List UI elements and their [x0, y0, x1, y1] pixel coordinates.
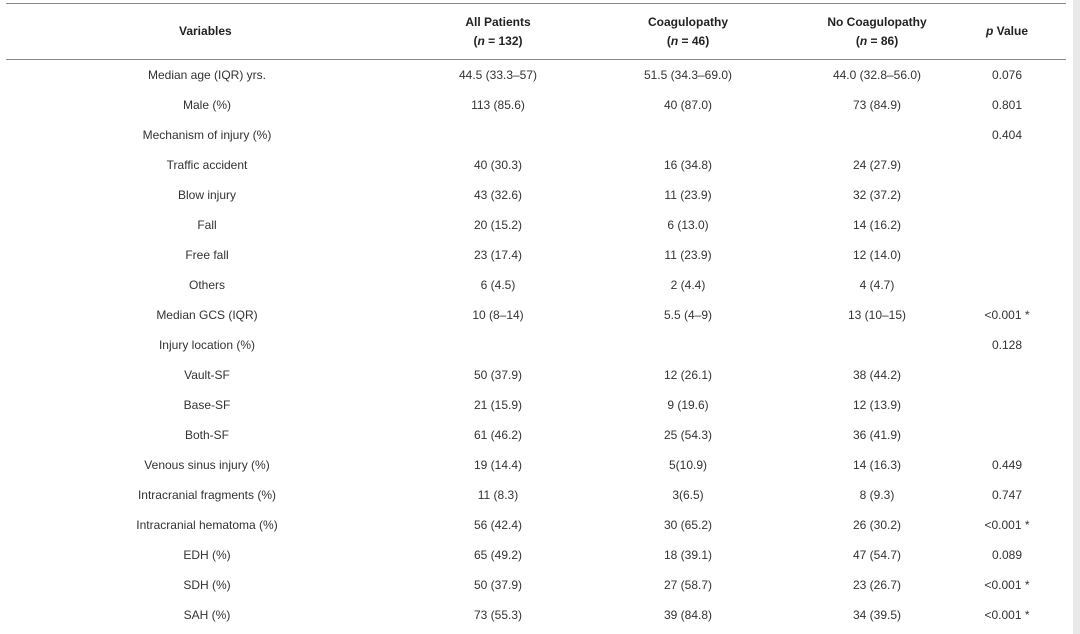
cell-p-value: 0.128 — [991, 337, 1023, 352]
cell-variable: Blow injury — [177, 187, 237, 202]
table-row — [6, 90, 1066, 120]
cell-no-coagulopathy: 24 (27.9) — [852, 157, 902, 172]
cell-no-coagulopathy: 13 (10–15) — [847, 307, 907, 322]
cell-p-value — [966, 180, 1066, 210]
header-all-patients-title: All Patients — [465, 14, 531, 29]
table-row — [6, 450, 1066, 480]
cell-coagulopathy: 39 (84.8) — [663, 607, 713, 622]
header-p-value-rest: Value — [993, 24, 1029, 38]
cell-p-value: <0.001 * — [984, 517, 1030, 532]
cell-no-coagulopathy: 14 (16.2) — [852, 217, 902, 232]
header-variables: Variables — [6, 4, 408, 60]
table-row — [6, 390, 1066, 420]
cell-variable: Fall — [197, 217, 217, 232]
cell-no-coagulopathy — [788, 330, 966, 360]
cell-no-coagulopathy: 26 (30.2) — [852, 517, 902, 532]
cell-p-value: <0.001 * — [984, 607, 1030, 622]
cell-p-value — [966, 210, 1066, 240]
cell-all-patients: 19 (14.4) — [473, 457, 523, 472]
cell-no-coagulopathy: 36 (41.9) — [852, 427, 902, 442]
cell-coagulopathy — [588, 330, 788, 360]
header-no-coagulopathy-n-value: = 86 — [867, 33, 895, 48]
header-all-patients: All Patients (n = 132) — [408, 4, 588, 60]
cell-variable: SDH (%) — [183, 577, 231, 592]
cell-p-value: <0.001 * — [984, 307, 1030, 322]
cell-no-coagulopathy: 12 (14.0) — [852, 247, 902, 262]
cell-all-patients — [408, 330, 588, 360]
header-p-value-italic: p — [985, 24, 994, 38]
cell-all-patients — [408, 120, 588, 150]
cell-no-coagulopathy: 4 (4.7) — [859, 277, 895, 292]
cell-variable: Others — [188, 277, 225, 292]
cell-variable: Median GCS (IQR) — [156, 307, 258, 322]
table-row — [6, 510, 1066, 540]
cell-all-patients: 20 (15.2) — [473, 217, 523, 232]
cell-all-patients: 6 (4.5) — [480, 277, 516, 292]
cell-coagulopathy: 11 (23.9) — [664, 247, 712, 262]
table-body — [6, 60, 1066, 630]
cell-coagulopathy: 2 (4.4) — [670, 277, 706, 292]
cell-variable: Both-SF — [184, 427, 229, 442]
header-no-coagulopathy-n-label: n — [859, 33, 868, 48]
cell-p-value — [966, 360, 1066, 390]
cell-variable: Mechanism of injury (%) — [142, 127, 272, 142]
cell-no-coagulopathy: 14 (16.3) — [852, 457, 902, 472]
table-row — [6, 270, 1066, 300]
header-p-value — [966, 4, 1066, 60]
header-coagulopathy: Coagulopathy (n = 46) — [588, 4, 788, 60]
cell-p-value: 0.404 — [991, 127, 1023, 142]
cell-no-coagulopathy: 23 (26.7) — [852, 577, 902, 592]
table-row — [6, 120, 1066, 150]
cell-coagulopathy — [588, 120, 788, 150]
cell-coagulopathy: 40 (87.0) — [663, 97, 713, 112]
cell-coagulopathy: 11 (23.9) — [664, 187, 712, 202]
cell-all-patients: 113 (85.6) — [471, 97, 525, 112]
cell-no-coagulopathy: 8 (9.3) — [859, 487, 895, 502]
cell-all-patients: 40 (30.3) — [473, 157, 523, 172]
cell-p-value — [966, 150, 1066, 180]
cell-no-coagulopathy: 73 (84.9) — [852, 97, 902, 112]
cell-p-value: 0.801 — [991, 97, 1023, 112]
table-row — [6, 480, 1066, 510]
cell-all-patients: 50 (37.9) — [473, 367, 523, 382]
cell-coagulopathy: 51.5 (34.3–69.0) — [643, 67, 733, 82]
cell-variable: Male (%) — [182, 97, 231, 112]
table-header — [6, 4, 1066, 60]
cell-p-value — [966, 240, 1066, 270]
cell-all-patients: 56 (42.4) — [473, 517, 523, 532]
cell-p-value: 0.747 — [991, 487, 1023, 502]
cell-coagulopathy: 5.5 (4–9) — [663, 307, 713, 322]
cell-coagulopathy: 18 (39.1) — [663, 547, 713, 562]
cell-variable: SAH (%) — [183, 607, 231, 622]
cell-p-value: 0.089 — [991, 547, 1023, 562]
cell-all-patients: 23 (17.4) — [473, 247, 523, 262]
cell-p-value — [966, 420, 1066, 450]
cell-coagulopathy: 5(10.9) — [668, 457, 708, 472]
header-no-coagulopathy: No Coagulopathy (n = 86) — [788, 4, 966, 60]
cell-all-patients: 61 (46.2) — [473, 427, 523, 442]
table-row — [6, 180, 1066, 210]
cell-variable: Traffic accident — [166, 157, 248, 172]
cell-p-value: <0.001 * — [984, 577, 1030, 592]
cell-coagulopathy: 16 (34.8) — [663, 157, 713, 172]
vertical-scrollbar[interactable] — [1073, 0, 1080, 634]
table-row — [6, 600, 1066, 630]
cell-all-patients: 73 (55.3) — [473, 607, 523, 622]
cell-no-coagulopathy: 44.0 (32.8–56.0) — [832, 67, 922, 82]
table-row — [6, 60, 1066, 90]
cell-variable: Base-SF — [183, 397, 231, 412]
table-row — [6, 540, 1066, 570]
cell-variable: Venous sinus injury (%) — [144, 457, 270, 472]
cell-variable: Vault-SF — [184, 367, 230, 382]
table-row — [6, 360, 1066, 390]
cell-coagulopathy: 3(6.5) — [672, 487, 704, 502]
cell-variable: Intracranial fragments (%) — [137, 487, 277, 502]
cell-all-patients: 44.5 (33.3–57) — [458, 67, 538, 82]
cell-all-patients: 11 (8.3) — [477, 487, 519, 502]
table-row — [6, 150, 1066, 180]
cell-no-coagulopathy: 38 (44.2) — [852, 367, 902, 382]
cell-p-value: 0.449 — [991, 457, 1023, 472]
table-row — [6, 300, 1066, 330]
header-coagulopathy-n-value: = 46 — [678, 33, 706, 48]
cell-coagulopathy: 6 (13.0) — [667, 217, 709, 232]
header-all-patients-n-label: n — [477, 33, 485, 48]
cell-no-coagulopathy — [788, 120, 966, 150]
cell-no-coagulopathy: 12 (13.9) — [852, 397, 902, 412]
cell-p-value — [966, 390, 1066, 420]
cell-p-value: 0.076 — [991, 67, 1023, 82]
cell-variable: Injury location (%) — [158, 337, 256, 352]
cell-variable: Free fall — [185, 247, 229, 262]
cell-coagulopathy: 27 (58.7) — [663, 577, 713, 592]
cell-variable: EDH (%) — [183, 547, 231, 562]
table-row — [6, 420, 1066, 450]
data-table — [6, 3, 1066, 630]
cell-variable: Median age (IQR) yrs. — [147, 67, 267, 82]
cell-no-coagulopathy: 34 (39.5) — [852, 607, 902, 622]
cell-all-patients: 50 (37.9) — [473, 577, 523, 592]
table-row — [6, 240, 1066, 270]
cell-no-coagulopathy: 32 (37.2) — [852, 187, 902, 202]
header-all-patients-n-value: = 132 — [484, 33, 519, 48]
table-row — [6, 330, 1066, 360]
header-row — [6, 4, 1066, 60]
header-coagulopathy-title: Coagulopathy — [648, 14, 728, 29]
table-row — [6, 570, 1066, 600]
cell-all-patients: 10 (8–14) — [472, 307, 524, 322]
cell-coagulopathy: 12 (26.1) — [663, 367, 713, 382]
cell-no-coagulopathy: 47 (54.7) — [852, 547, 902, 562]
table-row — [6, 210, 1066, 240]
cell-coagulopathy: 25 (54.3) — [663, 427, 713, 442]
cell-coagulopathy: 9 (19.6) — [667, 397, 709, 412]
cell-all-patients: 43 (32.6) — [473, 187, 523, 202]
header-no-coagulopathy-title: No Coagulopathy — [827, 14, 927, 29]
cell-variable: Intracranial hematoma (%) — [136, 517, 278, 532]
cell-all-patients: 65 (49.2) — [473, 547, 523, 562]
header-coagulopathy-n-label: n — [670, 33, 679, 48]
cell-p-value — [966, 270, 1066, 300]
cell-all-patients: 21 (15.9) — [473, 397, 523, 412]
cell-coagulopathy: 30 (65.2) — [663, 517, 713, 532]
